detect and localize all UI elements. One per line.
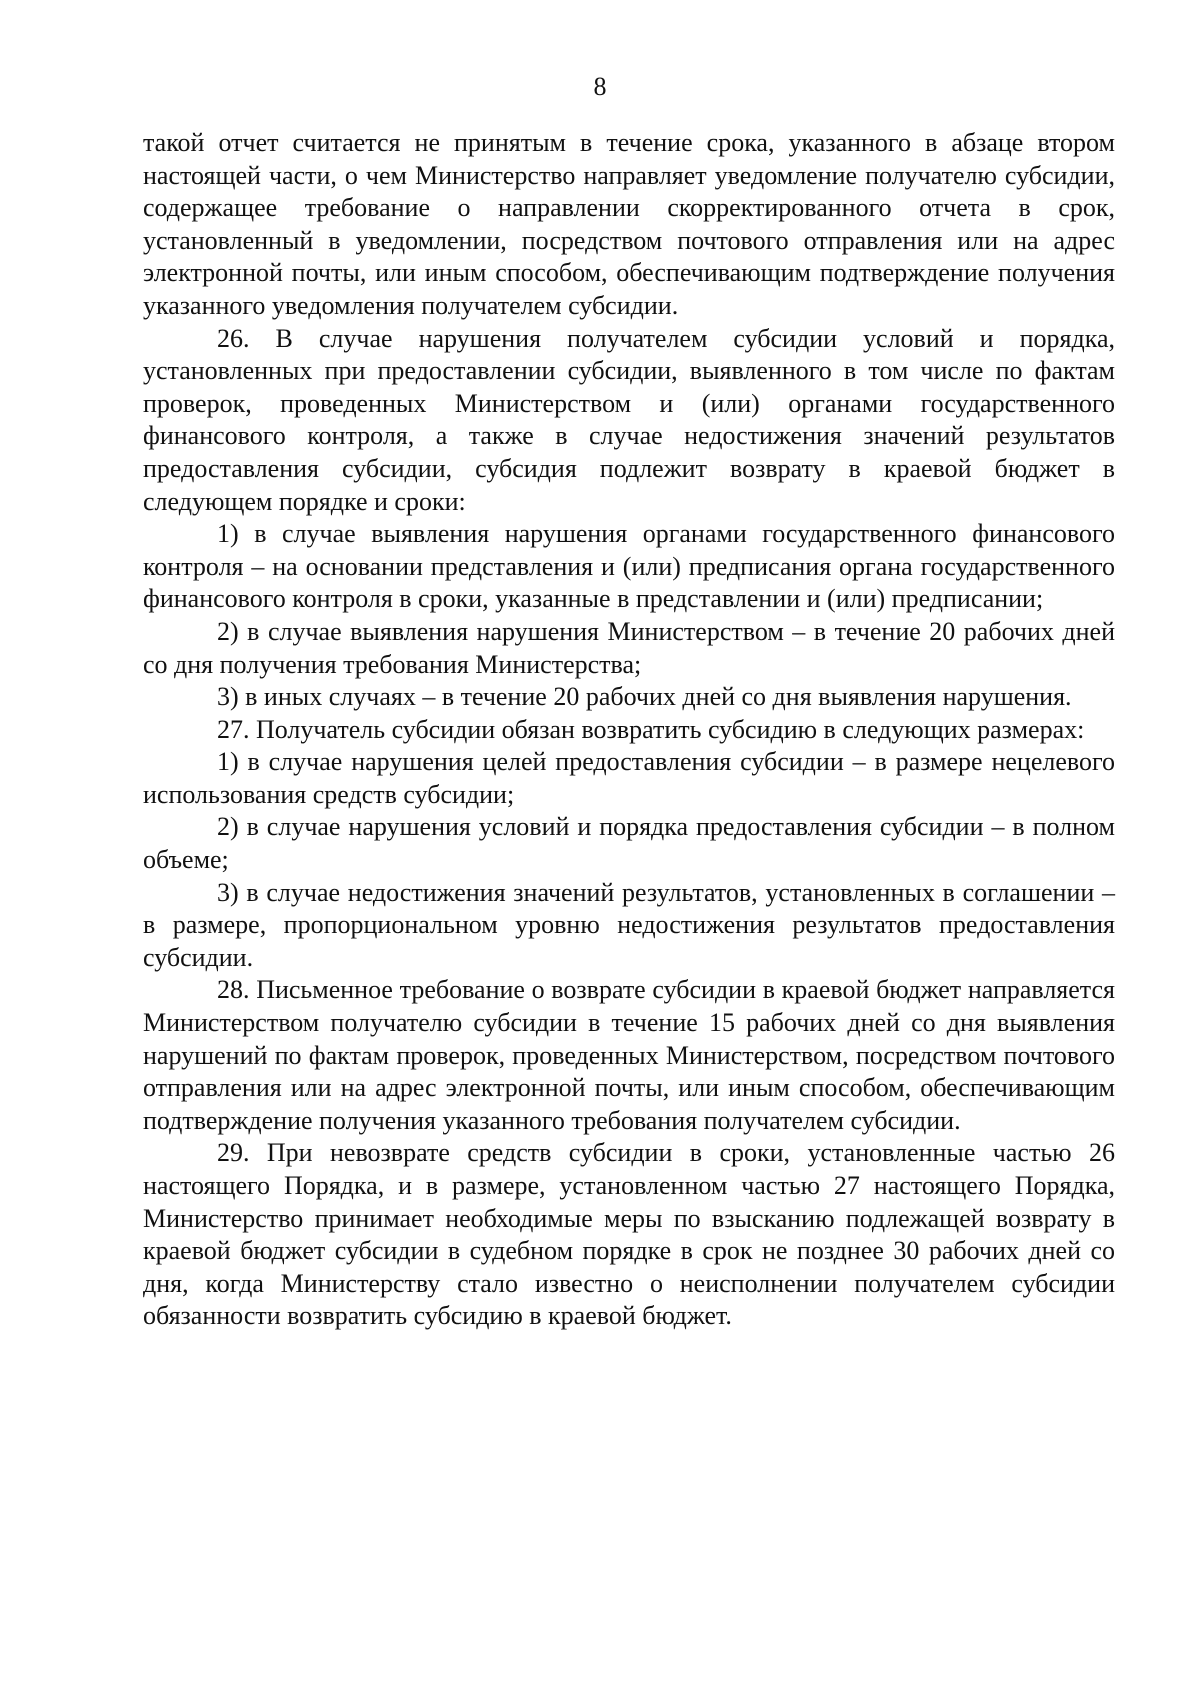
paragraph-clause-26-item-3: 3) в иных случаях – в течение 20 рабочих дней со дня выявления нарушения.	[217, 682, 1072, 712]
paragraph-clause-27-item-2: 2) в случае нарушения условий и порядка предоставления субсидии – в полном объеме;	[143, 812, 1115, 875]
page-number: 8	[593, 72, 607, 101]
paragraph-continuation: такой отчет считается не принятым в течение срока, указанного в абзаце втором настоящей части, о чем Министерство направляет уведомление получателю субсидии, содержащее требование о направлении скорректированного отчета в срок, установленный в уведомлении, посредством почтового отправления или на адрес электронной почты, или иным способом, обеспечивающим подтверждение получения указанного уведомления получателем субсидии.	[143, 128, 1115, 320]
paragraph-clause-27: 27. Получатель субсидии обязан возвратить субсидию в следующих размерах:	[217, 714, 1085, 744]
paragraph-clause-26-item-1: 1) в случае выявления нарушения органами государственного финансового контроля – на основании представления и (или) предписания органа государственного финансового контроля в сроки, указанные в представлении и (или) предписании;	[143, 519, 1115, 614]
paragraph-clause-27-item-1: 1) в случае нарушения целей предоставления субсидии – в размере нецелевого использования средств субсидии;	[143, 747, 1115, 809]
paragraph-clause-28: 28. Письменное требование о возврате субсидии в краевой бюджет направляется Министерством получателю субсидии в течение 15 рабочих дней со дня выявления нарушений по фактам проверок, проведенных Министерством, посредством почтового отправления или на адрес электронной почты, или иным способом, обеспечивающим подтверждение получения указанного требования получателем субсидии.	[143, 975, 1115, 1135]
document-body	[143, 127, 1115, 1333]
paragraph-clause-26-item-2: 2) в случае выявления нарушения Министерством – в течение 20 рабочих дней со дня получения требования Министерства;	[143, 616, 1115, 679]
paragraph-clause-27-item-3: 3) в случае недостижения значений результатов, установленных в соглашении – в размере, пропорциональном уровню недостижения результатов предоставления субсидии.	[143, 877, 1115, 972]
paragraph-clause-29: 29. При невозврате средств субсидии в сроки, установленные частью 26 настоящего Порядка, и в размере, установленном частью 27 настоящего Порядка, Министерство принимает необходимые меры по взысканию подлежащей возврату в краевой бюджет субсидии в судебном порядке в срок не позднее 30 рабочих дней со дня, когда Министерству стало известно о неисполнении получателем субсидии обязанности возвратить субсидию в краевой бюджет.	[143, 1138, 1115, 1331]
paragraph-clause-26: 26. В случае нарушения получателем субсидии условий и порядка, установленных при предоставлении субсидии, выявленного в том числе по фактам проверок, проведенных Министерством и (или) органами государственного финансового контроля, а также в случае недостижения значений результатов предоставления субсидии, субсидия подлежит возврату в краевой бюджет в следующем порядке и сроки:	[143, 323, 1115, 516]
